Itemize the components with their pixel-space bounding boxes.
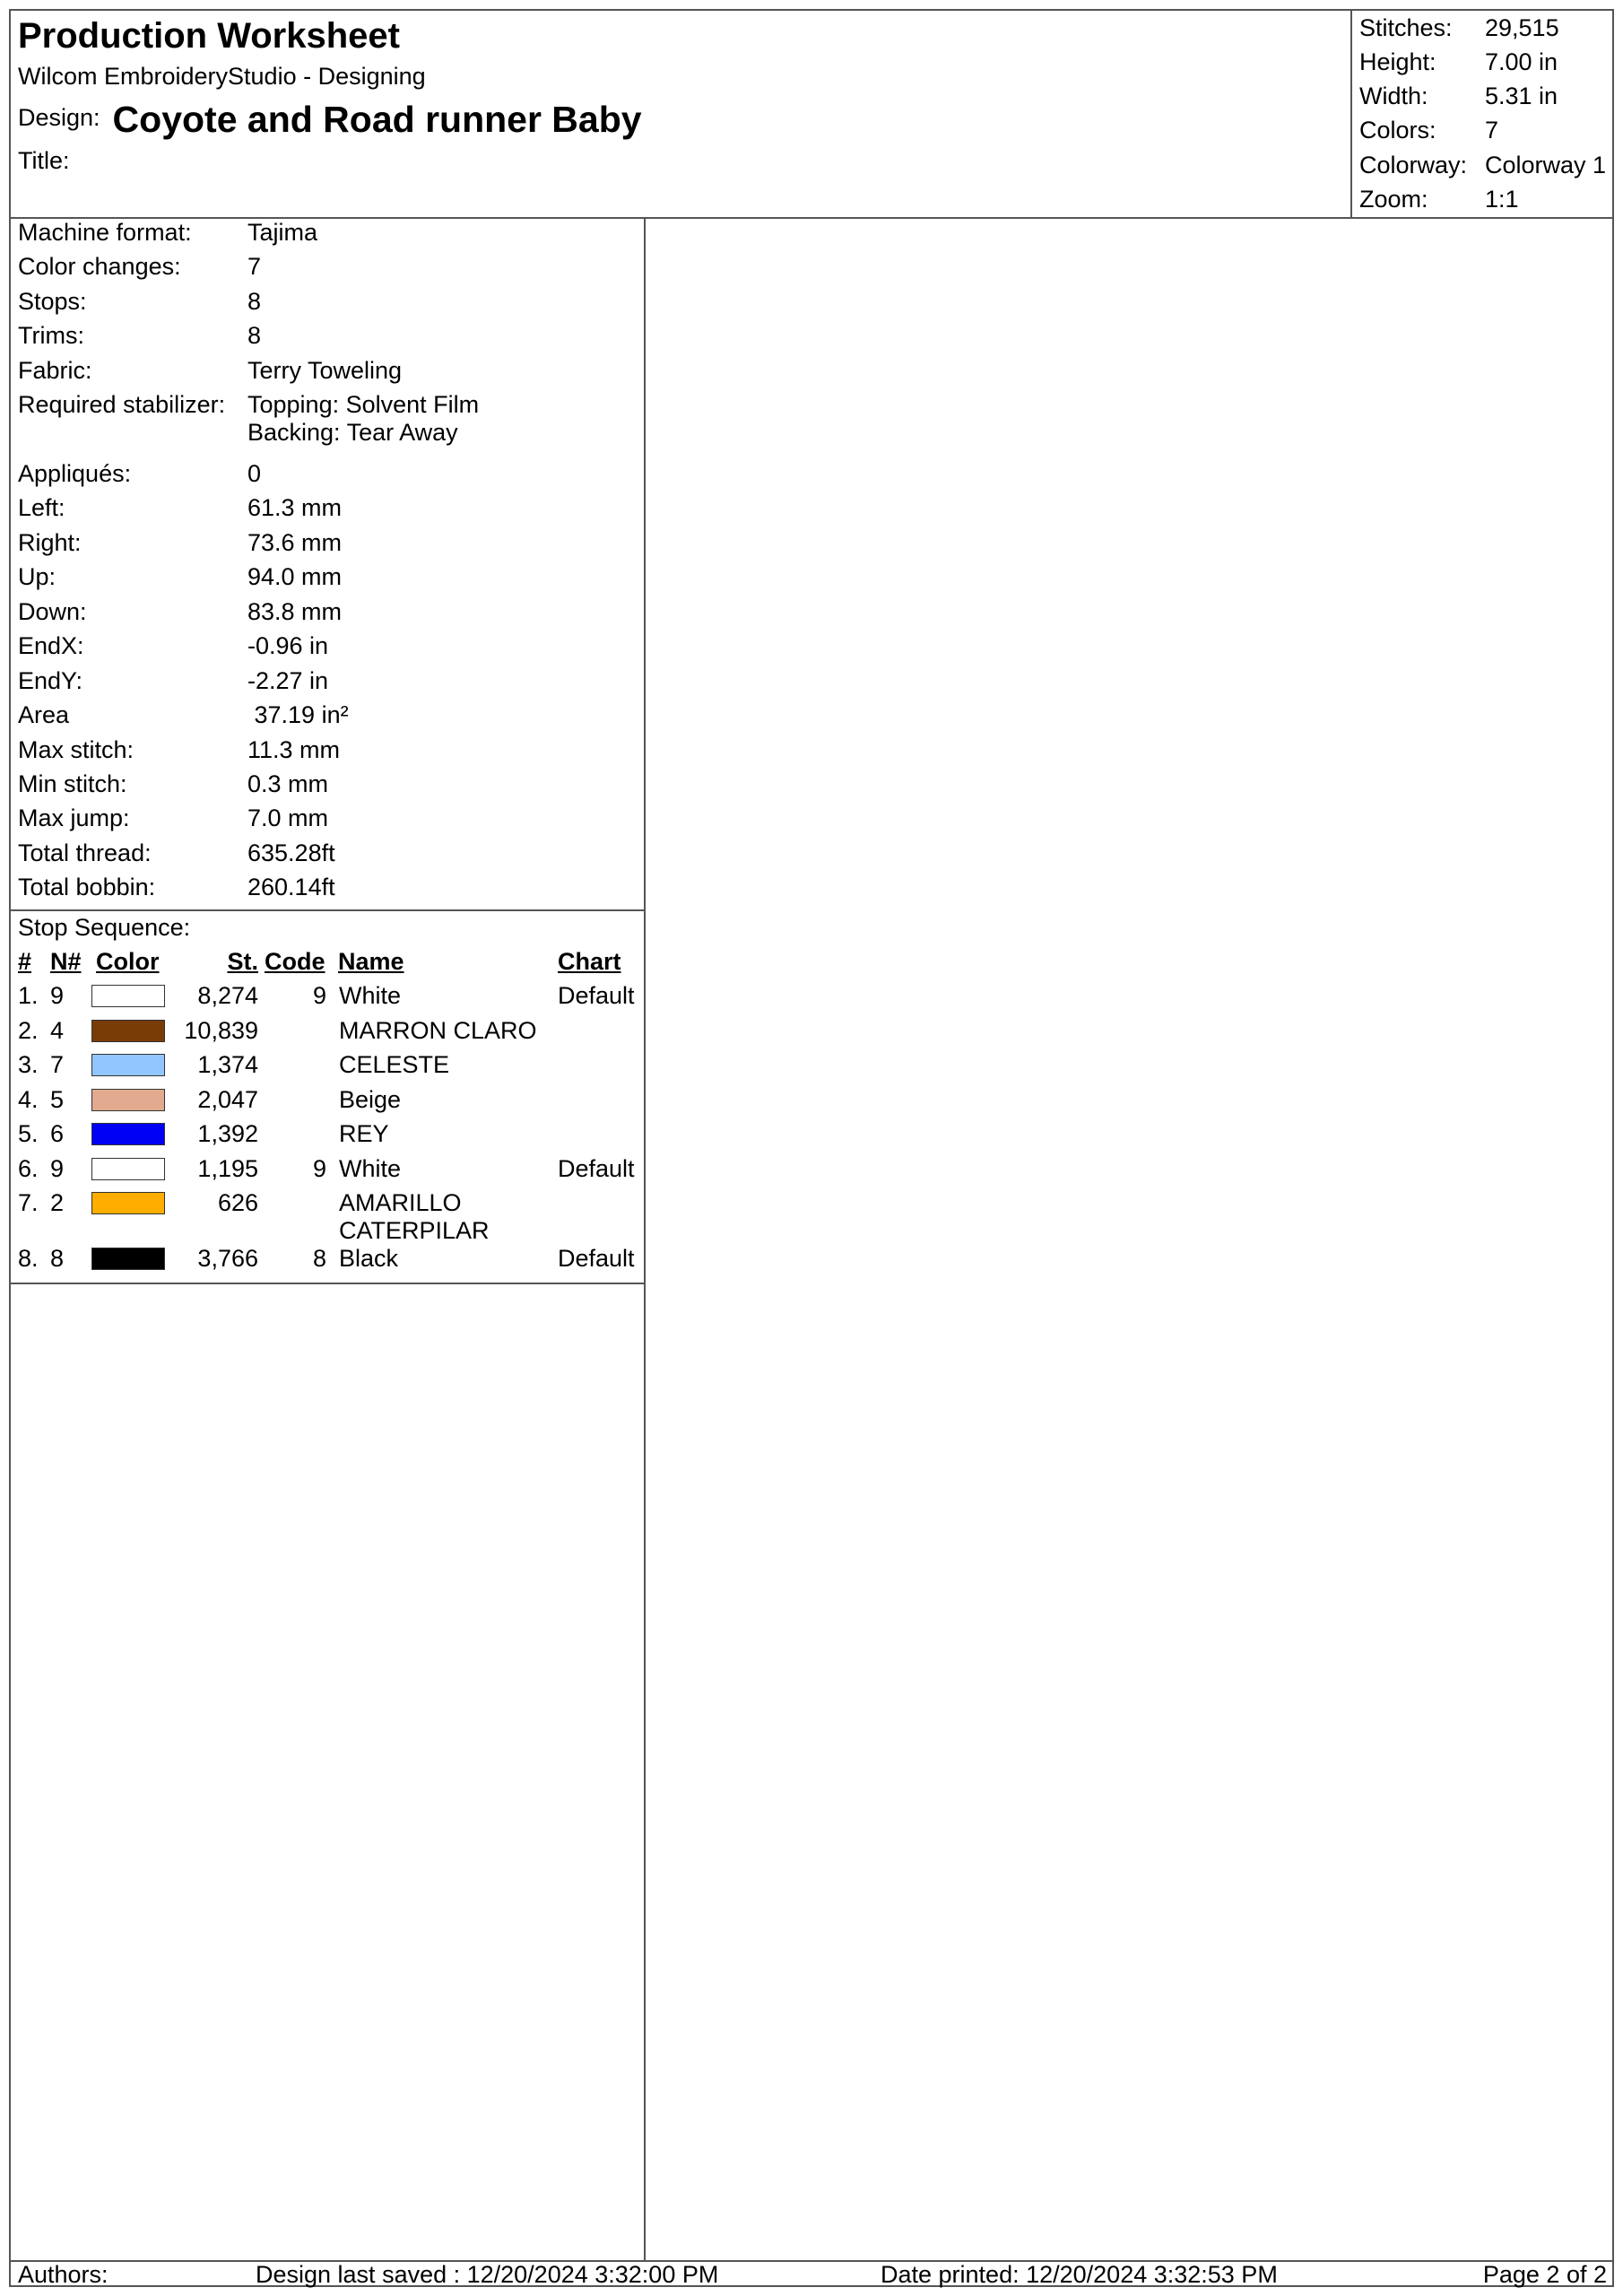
row-number: 4. bbox=[18, 1086, 39, 1113]
worksheet-page bbox=[9, 9, 1614, 2287]
row-code: 9 bbox=[312, 982, 326, 1009]
row-number: 3. bbox=[18, 1051, 39, 1078]
prop-max-jump: Max jump: 7.0 mm bbox=[18, 804, 329, 831]
prop-trims: Trims: 8 bbox=[18, 322, 262, 349]
row-stitches: 626 bbox=[217, 1189, 258, 1216]
summary-zoom: Zoom: 1:1 bbox=[1359, 186, 1519, 213]
row-number: 1. bbox=[18, 982, 39, 1009]
prop-down: Down: 83.8 mm bbox=[18, 598, 343, 625]
software-name: Wilcom EmbroideryStudio - Designing bbox=[18, 63, 426, 90]
row-code: 8 bbox=[312, 1245, 326, 1272]
prop-fabric: Fabric: Terry Toweling bbox=[18, 357, 403, 384]
row-stitches: 10,839 bbox=[184, 1017, 258, 1044]
prop-min-stitch: Min stitch: 0.3 mm bbox=[18, 770, 329, 797]
summary-colorway: Colorway: Colorway 1 bbox=[1359, 152, 1607, 178]
summary-colors: Colors: 7 bbox=[1359, 117, 1499, 144]
prop-required-stabilizer: Required stabilizer: Topping: Solvent Film Backing: Tear Away bbox=[18, 391, 480, 446]
row-code: 9 bbox=[312, 1155, 326, 1182]
row-thread-name: AMARILLO CATERPILAR bbox=[339, 1189, 490, 1244]
prop-total-bobbin: Total bobbin: 260.14ft bbox=[18, 874, 335, 900]
col-header-needle: N# bbox=[50, 948, 82, 975]
prop-appliques: Appliqués: 0 bbox=[18, 460, 262, 487]
row-thread-name: White bbox=[339, 982, 402, 1009]
row-thread-name: CELESTE bbox=[339, 1051, 450, 1078]
worksheet-header bbox=[11, 11, 1612, 219]
worksheet-footer bbox=[11, 2260, 1612, 2287]
prop-left: Left: 61.3 mm bbox=[18, 494, 343, 521]
row-number: 5. bbox=[18, 1120, 39, 1147]
design-name: Coyote and Road runner Baby bbox=[112, 99, 642, 140]
col-header-chart: Chart bbox=[558, 948, 621, 975]
summary-stitches: Stitches: 29,515 bbox=[1359, 14, 1559, 41]
row-needle: 5 bbox=[50, 1086, 65, 1113]
row-chart: Default bbox=[558, 1245, 635, 1272]
prop-area: Area 37.19 in² bbox=[18, 701, 349, 728]
page-title: Production Worksheet bbox=[18, 16, 400, 56]
prop-stops: Stops: 8 bbox=[18, 288, 262, 315]
summary-box bbox=[1350, 11, 1614, 217]
col-header-stitches: St. bbox=[227, 948, 258, 975]
row-stitches: 1,195 bbox=[197, 1155, 258, 1182]
row-needle: 2 bbox=[50, 1189, 65, 1216]
col-header-color: Color bbox=[96, 948, 160, 975]
row-needle: 9 bbox=[50, 1155, 65, 1182]
design-label: Design: bbox=[18, 104, 100, 131]
row-chart: Default bbox=[558, 982, 635, 1009]
row-chart: Default bbox=[558, 1155, 635, 1182]
prop-up: Up: 94.0 mm bbox=[18, 563, 343, 590]
summary-height: Height: 7.00 in bbox=[1359, 48, 1558, 75]
row-number: 2. bbox=[18, 1017, 39, 1044]
stop-sequence-title: Stop Sequence: bbox=[18, 914, 191, 941]
footer-page-number: Page 2 of 2 bbox=[1482, 2261, 1607, 2288]
row-number: 7. bbox=[18, 1189, 39, 1216]
row-thread-name: Black bbox=[339, 1245, 399, 1272]
col-header-code: Code bbox=[265, 948, 325, 975]
divider bbox=[11, 909, 644, 911]
footer-date-printed: Date printed: 12/20/2024 3:32:53 PM bbox=[881, 2261, 1278, 2288]
design-row bbox=[18, 99, 642, 141]
row-stitches: 1,374 bbox=[197, 1051, 258, 1078]
row-stitches: 8,274 bbox=[197, 982, 258, 1009]
prop-total-thread: Total thread: 635.28ft bbox=[18, 839, 335, 866]
prop-endx: EndX: -0.96 in bbox=[18, 632, 329, 659]
footer-authors: Authors: bbox=[18, 2261, 108, 2288]
title-label: Title: bbox=[18, 147, 70, 174]
prop-right: Right: 73.6 mm bbox=[18, 529, 343, 556]
row-stitches: 2,047 bbox=[197, 1086, 258, 1113]
prop-max-stitch: Max stitch: 11.3 mm bbox=[18, 736, 341, 763]
prop-machine-format: Machine format: Tajima bbox=[18, 219, 318, 246]
divider bbox=[11, 1283, 644, 1284]
row-needle: 9 bbox=[50, 982, 65, 1009]
row-thread-name: White bbox=[339, 1155, 402, 1182]
row-thread-name: REY bbox=[339, 1120, 389, 1147]
footer-last-saved: Design last saved : 12/20/2024 3:32:00 PM bbox=[256, 2261, 719, 2288]
row-needle: 4 bbox=[50, 1017, 65, 1044]
row-needle: 8 bbox=[50, 1245, 65, 1272]
prop-endy: EndY: -2.27 in bbox=[18, 667, 329, 694]
summary-width: Width: 5.31 in bbox=[1359, 83, 1558, 109]
row-needle: 6 bbox=[50, 1120, 65, 1147]
row-number: 6. bbox=[18, 1155, 39, 1182]
row-thread-name: MARRON CLARO bbox=[339, 1017, 537, 1044]
row-stitches: 3,766 bbox=[197, 1245, 258, 1272]
col-header-number: # bbox=[18, 948, 32, 975]
prop-color-changes: Color changes: 7 bbox=[18, 253, 262, 280]
col-header-name: Name bbox=[338, 948, 404, 975]
row-number: 8. bbox=[18, 1245, 39, 1272]
row-thread-name: Beige bbox=[339, 1086, 402, 1113]
row-stitches: 1,392 bbox=[197, 1120, 258, 1147]
properties-panel bbox=[11, 217, 646, 2260]
row-needle: 7 bbox=[50, 1051, 65, 1078]
